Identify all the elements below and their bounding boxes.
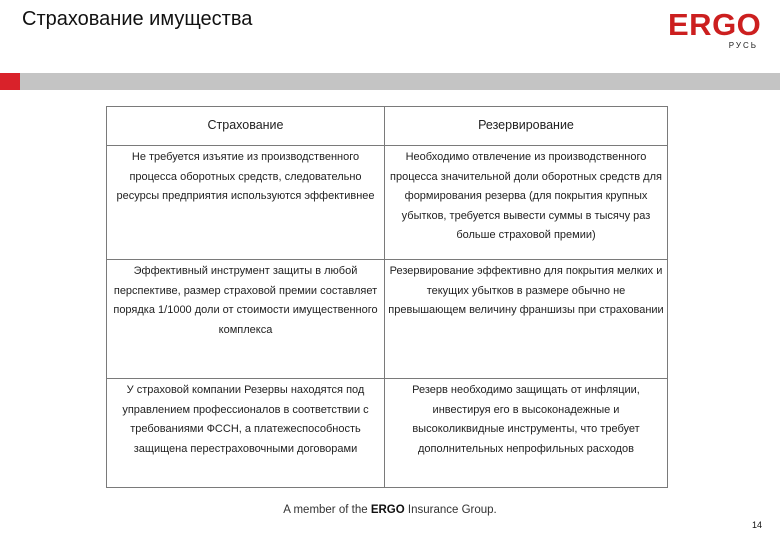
footer-brand: ERGO	[370, 504, 405, 516]
table-row	[107, 379, 668, 488]
table-cell: Не требуется изъятие из производственного процесса оборотных средств, следовательно ресурсы предприятия используются эффективнее	[107, 146, 385, 260]
table-cell: Резервирование эффективно для покрытия мелких и текущих убытков в размере обычно не превышающем величину франшизы при страховании	[385, 260, 668, 379]
slide-title: Страхование имущества	[22, 8, 253, 30]
logo-subtitle: РУСЬ	[728, 41, 758, 50]
logo-wordmark: ERGO	[668, 7, 762, 42]
table-row	[107, 260, 668, 379]
header-reserving: Резервирование	[385, 107, 668, 146]
header-divider-bar	[0, 73, 780, 90]
footer-suffix: Insurance Group.	[404, 504, 497, 516]
header-insurance: Страхование	[107, 107, 385, 146]
table-header-row	[107, 107, 668, 146]
footer-prefix: A member of the	[283, 504, 371, 516]
footer-tagline	[0, 504, 780, 516]
table-cell: Эффективный инструмент защиты в любой перспективе, размер страховой премии составляет порядка 1/1000 доли от стоимости имущественного комплекса	[107, 260, 385, 379]
table-row	[107, 146, 668, 260]
table-cell: Резерв необходимо защищать от инфляции, инвестируя его в высоконадежные и высоколиквидные инструменты, что требует дополнительных непрофильных расходов	[385, 379, 668, 488]
comparison-table	[106, 106, 668, 488]
divider-gray	[20, 73, 780, 90]
divider-accent	[0, 73, 20, 90]
table-cell: У страховой компании Резервы находятся под управлением профессионалов в соответствии с требованиями ФССН, а платежеспособность защищена перестраховочными договорами	[107, 379, 385, 488]
page-number: 14	[751, 520, 762, 530]
ergo-logo	[668, 7, 762, 52]
table-cell: Необходимо отвлечение из производственного процесса значительной доли оборотных средств для формирования резерва (для покрытия крупных убытков, требуется вывести суммы в тысячу раз больше страховой премии)	[385, 146, 668, 260]
